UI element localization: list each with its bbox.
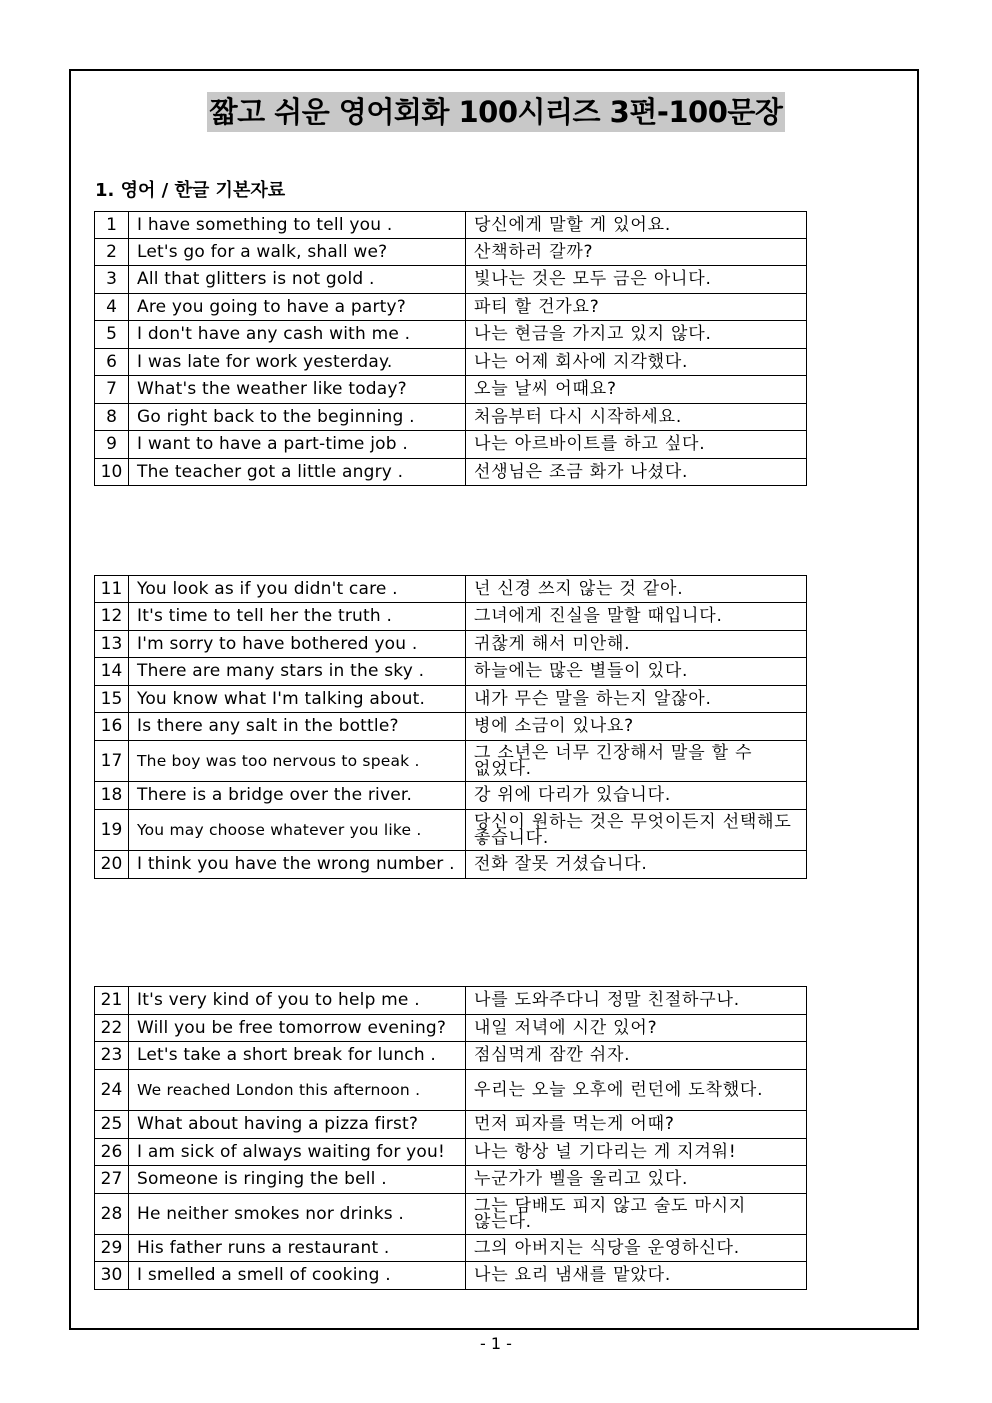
table-row	[95, 1194, 807, 1235]
english-sentence: All that glitters is not gold .	[129, 266, 466, 294]
sentence-number: 3	[95, 266, 129, 294]
table-row	[95, 658, 807, 686]
table-row	[95, 1111, 807, 1139]
table-row	[95, 404, 807, 431]
english-sentence: It's very kind of you to help me .	[129, 987, 466, 1015]
sentence-number: 4	[95, 294, 129, 321]
english-sentence: I think you have the wrong number .	[129, 851, 466, 879]
korean-translation: 전화 잘못 거셨습니다.	[466, 851, 807, 879]
korean-translation: 나는 요리 냄새를 맡았다.	[466, 1262, 807, 1290]
sentence-number: 9	[95, 431, 129, 459]
english-sentence: The teacher got a little angry .	[129, 459, 466, 486]
table-row	[95, 1070, 807, 1111]
table-row	[95, 1235, 807, 1262]
table-row	[95, 631, 807, 658]
table-row	[95, 576, 807, 603]
table-row	[95, 686, 807, 713]
korean-translation: 그 소년은 너무 긴장해서 말을 할 수 없었다.	[466, 741, 807, 782]
sentence-table-2	[94, 575, 807, 879]
english-sentence: Is there any salt in the bottle?	[129, 713, 466, 741]
korean-translation: 오늘 날씨 어때요?	[466, 376, 807, 404]
sentence-number: 1	[95, 212, 129, 239]
korean-translation: 넌 신경 쓰지 않는 것 같아.	[466, 576, 807, 603]
english-sentence: His father runs a restaurant .	[129, 1235, 466, 1262]
english-sentence: Let's take a short break for lunch .	[129, 1042, 466, 1070]
korean-translation: 그녀에게 진실을 말할 때입니다.	[466, 603, 807, 631]
english-sentence: What about having a pizza first?	[129, 1111, 466, 1139]
korean-translation: 당신이 원하는 것은 무엇이든지 선택해도 좋습니다.	[466, 810, 807, 851]
sentence-number: 23	[95, 1042, 129, 1070]
table-row	[95, 212, 807, 239]
sentence-number: 10	[95, 459, 129, 486]
sentence-number: 20	[95, 851, 129, 879]
table-row	[95, 713, 807, 741]
sentence-number: 27	[95, 1166, 129, 1194]
korean-translation: 나는 어제 회사에 지각했다.	[466, 349, 807, 376]
sentence-number: 7	[95, 376, 129, 404]
english-sentence: I want to have a part-time job .	[129, 431, 466, 459]
english-sentence: He neither smokes nor drinks .	[129, 1194, 466, 1235]
english-sentence: We reached London this afternoon .	[129, 1070, 466, 1111]
sentence-number: 26	[95, 1139, 129, 1166]
english-sentence: I was late for work yesterday.	[129, 349, 466, 376]
english-sentence: Someone is ringing the bell .	[129, 1166, 466, 1194]
sentence-number: 17	[95, 741, 129, 782]
sentence-number: 14	[95, 658, 129, 686]
english-sentence: I'm sorry to have bothered you .	[129, 631, 466, 658]
korean-translation: 나는 현금을 가지고 있지 않다.	[466, 321, 807, 349]
sentence-number: 15	[95, 686, 129, 713]
table-row	[95, 431, 807, 459]
table-row	[95, 239, 807, 266]
table-row	[95, 851, 807, 879]
table-row	[95, 782, 807, 810]
table-row	[95, 810, 807, 851]
korean-translation: 귀찮게 해서 미안해.	[466, 631, 807, 658]
table-row	[95, 459, 807, 486]
sentence-number: 11	[95, 576, 129, 603]
sentence-number: 22	[95, 1015, 129, 1042]
sentence-number: 8	[95, 404, 129, 431]
english-sentence: I have something to tell you .	[129, 212, 466, 239]
english-sentence: Will you be free tomorrow evening?	[129, 1015, 466, 1042]
english-sentence: You may choose whatever you like .	[129, 810, 466, 851]
english-sentence: I am sick of always waiting for you!	[129, 1139, 466, 1166]
sentence-number: 29	[95, 1235, 129, 1262]
table-row	[95, 1262, 807, 1290]
english-sentence: There are many stars in the sky .	[129, 658, 466, 686]
korean-translation: 강 위에 다리가 있습니다.	[466, 782, 807, 810]
english-sentence: What's the weather like today?	[129, 376, 466, 404]
korean-translation: 먼저 피자를 먹는게 어때?	[466, 1111, 807, 1139]
english-sentence: Let's go for a walk, shall we?	[129, 239, 466, 266]
korean-translation: 당신에게 말할 게 있어요.	[466, 212, 807, 239]
korean-translation: 누군가가 벨을 울리고 있다.	[466, 1166, 807, 1194]
section-heading: 1. 영어 / 한글 기본자료	[95, 180, 286, 201]
korean-translation: 점심먹게 잠깐 쉬자.	[466, 1042, 807, 1070]
sentence-number: 21	[95, 987, 129, 1015]
korean-translation: 우리는 오늘 오후에 런던에 도착했다.	[466, 1070, 807, 1111]
english-sentence: There is a bridge over the river.	[129, 782, 466, 810]
table-row	[95, 1042, 807, 1070]
table-row	[95, 603, 807, 631]
title-container	[0, 92, 992, 132]
korean-translation: 나는 아르바이트를 하고 싶다.	[466, 431, 807, 459]
korean-translation: 파티 할 건가요?	[466, 294, 807, 321]
table-row	[95, 987, 807, 1015]
sentence-number: 13	[95, 631, 129, 658]
table-row	[95, 266, 807, 294]
sentence-number: 5	[95, 321, 129, 349]
table-row	[95, 1139, 807, 1166]
english-sentence: Go right back to the beginning .	[129, 404, 466, 431]
table-row	[95, 741, 807, 782]
table-row	[95, 321, 807, 349]
english-sentence: I smelled a smell of cooking .	[129, 1262, 466, 1290]
sentence-table-3	[94, 986, 807, 1290]
sentence-number: 25	[95, 1111, 129, 1139]
sentence-number: 28	[95, 1194, 129, 1235]
korean-translation: 하늘에는 많은 별들이 있다.	[466, 658, 807, 686]
korean-translation: 병에 소금이 있나요?	[466, 713, 807, 741]
table-row	[95, 1015, 807, 1042]
table-row	[95, 1166, 807, 1194]
sentence-number: 24	[95, 1070, 129, 1111]
english-sentence: I don't have any cash with me .	[129, 321, 466, 349]
sentence-number: 19	[95, 810, 129, 851]
page-number: - 1 -	[480, 1334, 512, 1353]
english-sentence: It's time to tell her the truth .	[129, 603, 466, 631]
table-row	[95, 294, 807, 321]
table-row	[95, 376, 807, 404]
sentence-number: 18	[95, 782, 129, 810]
sentence-number: 12	[95, 603, 129, 631]
document-title: 짧고 쉬운 영어회화 100시리즈 3편-100문장	[207, 92, 786, 132]
english-sentence: Are you going to have a party?	[129, 294, 466, 321]
sentence-number: 2	[95, 239, 129, 266]
korean-translation: 그의 아버지는 식당을 운영하신다.	[466, 1235, 807, 1262]
korean-translation: 빛나는 것은 모두 금은 아니다.	[466, 266, 807, 294]
english-sentence: You know what I'm talking about.	[129, 686, 466, 713]
sentence-number: 6	[95, 349, 129, 376]
korean-translation: 선생님은 조금 화가 나셨다.	[466, 459, 807, 486]
english-sentence: The boy was too nervous to speak .	[129, 741, 466, 782]
sentence-number: 16	[95, 713, 129, 741]
table-row	[95, 349, 807, 376]
sentence-number: 30	[95, 1262, 129, 1290]
korean-translation: 내가 무슨 말을 하는지 알잖아.	[466, 686, 807, 713]
korean-translation: 그는 담배도 피지 않고 술도 마시지 않는다.	[466, 1194, 807, 1235]
korean-translation: 나는 항상 널 기다리는 게 지겨워!	[466, 1139, 807, 1166]
korean-translation: 내일 저녁에 시간 있어?	[466, 1015, 807, 1042]
korean-translation: 처음부터 다시 시작하세요.	[466, 404, 807, 431]
sentence-table-1	[94, 211, 807, 486]
korean-translation: 산책하러 갈까?	[466, 239, 807, 266]
korean-translation: 나를 도와주다니 정말 친절하구나.	[466, 987, 807, 1015]
english-sentence: You look as if you didn't care .	[129, 576, 466, 603]
